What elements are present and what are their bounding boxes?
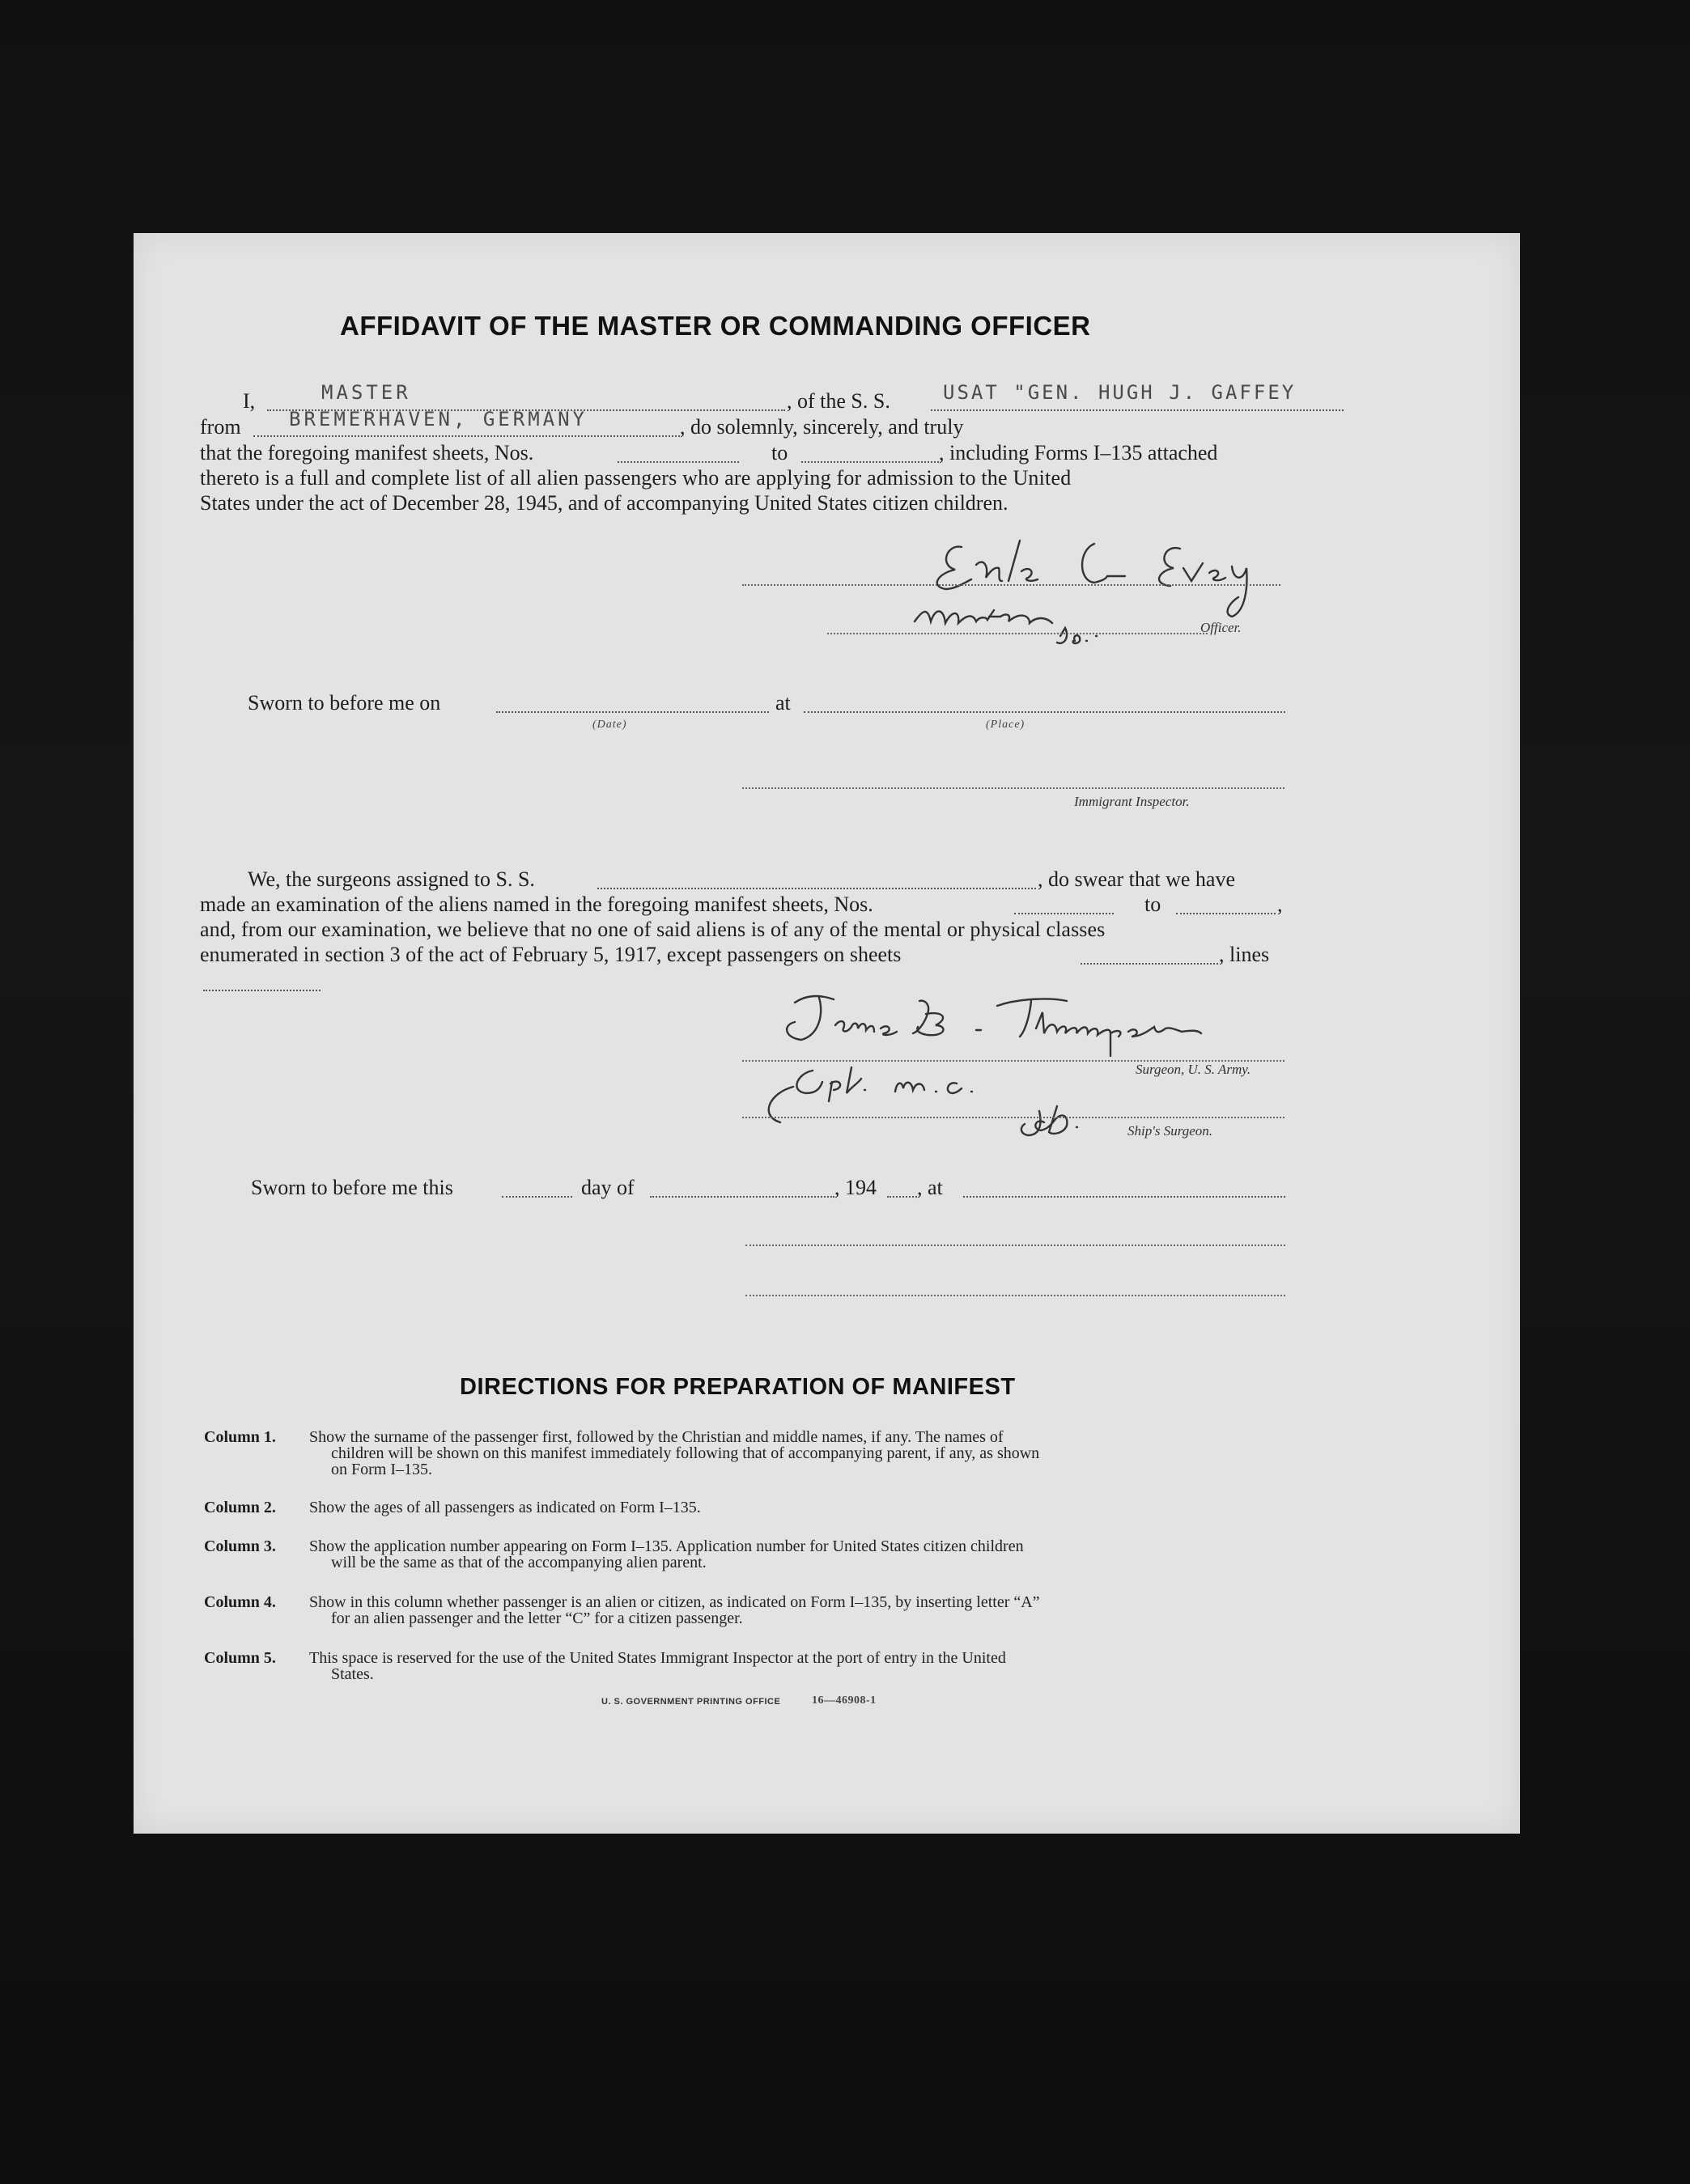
direction-label: Column 3. xyxy=(204,1537,276,1555)
sworn1-at: at xyxy=(775,691,791,715)
date-caption: (Date) xyxy=(592,719,627,731)
sworn2-day-field[interactable] xyxy=(502,1196,572,1198)
officer-signature-line-1[interactable] xyxy=(742,584,1280,586)
affidavit-line3-a: that the foregoing manifest sheets, Nos. xyxy=(200,441,534,464)
direction-line: Show the ages of all passengers as indicated on Form I–135. xyxy=(309,1499,701,1516)
direction-label: Column 5. xyxy=(204,1649,276,1667)
direction-line: Show the application number appearing on Form I–135. Application number for United States citizen children xyxy=(309,1537,1024,1555)
printer-imprint: U. S. GOVERNMENT PRINTING OFFICE xyxy=(601,1697,781,1707)
affidavit-title: AFFIDAVIT OF THE MASTER OR COMMANDING OFFICER xyxy=(340,311,1091,341)
sworn1-prefix: Sworn to before me on xyxy=(248,691,441,715)
sworn1-place-field[interactable] xyxy=(804,711,1285,713)
direction-line: on Form I–135. xyxy=(331,1461,432,1478)
port-value: BREMERHAVEN, GERMANY xyxy=(289,408,588,430)
sworn2-b: day of xyxy=(581,1176,635,1199)
sworn2-c: , 194 xyxy=(834,1176,877,1199)
surgeons-line1-b: , do swear that we have xyxy=(1038,867,1236,891)
except-lines-field[interactable] xyxy=(203,990,321,991)
sworn2-place-field[interactable] xyxy=(963,1196,1285,1198)
inspector-caption: Immigrant Inspector. xyxy=(1074,794,1190,809)
sworn2-d: , at xyxy=(917,1176,943,1199)
officer-caption: Officer. xyxy=(1200,620,1242,635)
affidavit-line1-mid: , of the S. S. xyxy=(787,389,890,413)
affidavit-line4: thereto is a full and complete list of all alien passengers who are applying for admission to the United xyxy=(200,466,1072,490)
affidavit-line3-c: , including Forms I–135 attached xyxy=(939,441,1218,464)
surgeons-manifest-from-field[interactable] xyxy=(1014,913,1114,914)
army-surgeon-caption: Surgeon, U. S. Army. xyxy=(1136,1062,1251,1077)
manifest-to-field[interactable] xyxy=(801,461,939,463)
affidavit-sheet xyxy=(134,233,1520,1834)
ship-surgeon-caption: Ship's Surgeon. xyxy=(1127,1123,1213,1139)
surgeons-line4-a: enumerated in section 3 of the act of February 5, 1917, except passengers on sheets xyxy=(200,943,902,966)
ship-surgeon-signature-line[interactable] xyxy=(742,1117,1284,1118)
port-field[interactable] xyxy=(253,435,680,437)
directions-title: DIRECTIONS FOR PREPARATION OF MANIFEST xyxy=(460,1374,1016,1400)
direction-label: Column 4. xyxy=(204,1593,276,1611)
inspector-signature-line[interactable] xyxy=(742,787,1284,789)
surgeons-ship-field[interactable] xyxy=(597,888,1036,889)
affidavit-line2-prefix: from xyxy=(200,415,241,439)
sworn1-date-field[interactable] xyxy=(496,711,769,713)
surgeons-line2-b: to xyxy=(1144,893,1161,916)
direction-label: Column 1. xyxy=(204,1428,276,1446)
surgeons-line1-a: We, the surgeons assigned to S. S. xyxy=(248,867,535,891)
place-caption: (Place) xyxy=(986,719,1025,731)
master-name-value: MASTER xyxy=(321,381,411,404)
sworn2-a: Sworn to before me this xyxy=(251,1176,453,1199)
affidavit-line3-b: to xyxy=(771,441,788,464)
surgeons-line2-a: made an examination of the aliens named in the foregoing manifest sheets, Nos. xyxy=(200,893,873,916)
direction-line: This space is reserved for the use of the United States Immigrant Inspector at the port of entry in the United xyxy=(309,1649,1006,1667)
manifest-from-field[interactable] xyxy=(618,461,739,463)
form-number: 16—46908-1 xyxy=(812,1694,877,1707)
surgeons-line2-c: , xyxy=(1277,893,1283,916)
sworn2-signature-line-2[interactable] xyxy=(745,1295,1285,1296)
affidavit-line5: States under the act of December 28, 1945, and of accompanying United States citizen children. xyxy=(200,491,1008,515)
direction-line: Show in this column whether passenger is an alien or citizen, as indicated on Form I–135, by inserting letter “A” xyxy=(309,1593,1040,1611)
sworn2-signature-line-1[interactable] xyxy=(745,1245,1285,1246)
except-sheets-field[interactable] xyxy=(1081,963,1218,965)
direction-line: children will be shown on this manifest immediately following that of accompanying parent, if any, as shown xyxy=(331,1444,1040,1462)
direction-line: Show the surname of the passenger first, followed by the Christian and middle names, if any. The names of xyxy=(309,1428,1004,1446)
direction-label: Column 2. xyxy=(204,1499,276,1516)
direction-line: for an alien passenger and the letter “C” for a citizen passenger. xyxy=(331,1609,743,1627)
ship-name-value: USAT "GEN. HUGH J. GAFFEY xyxy=(943,381,1297,404)
surgeons-manifest-to-field[interactable] xyxy=(1176,913,1276,914)
direction-line: will be the same as that of the accompanying alien parent. xyxy=(331,1554,707,1571)
sworn2-month-field[interactable] xyxy=(650,1196,834,1198)
surgeons-line3: and, from our examination, we believe that no one of said aliens is of any of the mental or physical classes xyxy=(200,918,1106,941)
surgeons-line4-b: , lines xyxy=(1219,943,1270,966)
sworn2-year-field[interactable] xyxy=(887,1196,917,1198)
affidavit-line2-suffix: , do solemnly, sincerely, and truly xyxy=(680,415,964,439)
officer-signature-line-2[interactable] xyxy=(827,633,1208,634)
affidavit-line1-prefix: I, xyxy=(243,389,256,413)
ship-name-field[interactable] xyxy=(931,409,1344,411)
direction-line: States. xyxy=(331,1665,374,1683)
